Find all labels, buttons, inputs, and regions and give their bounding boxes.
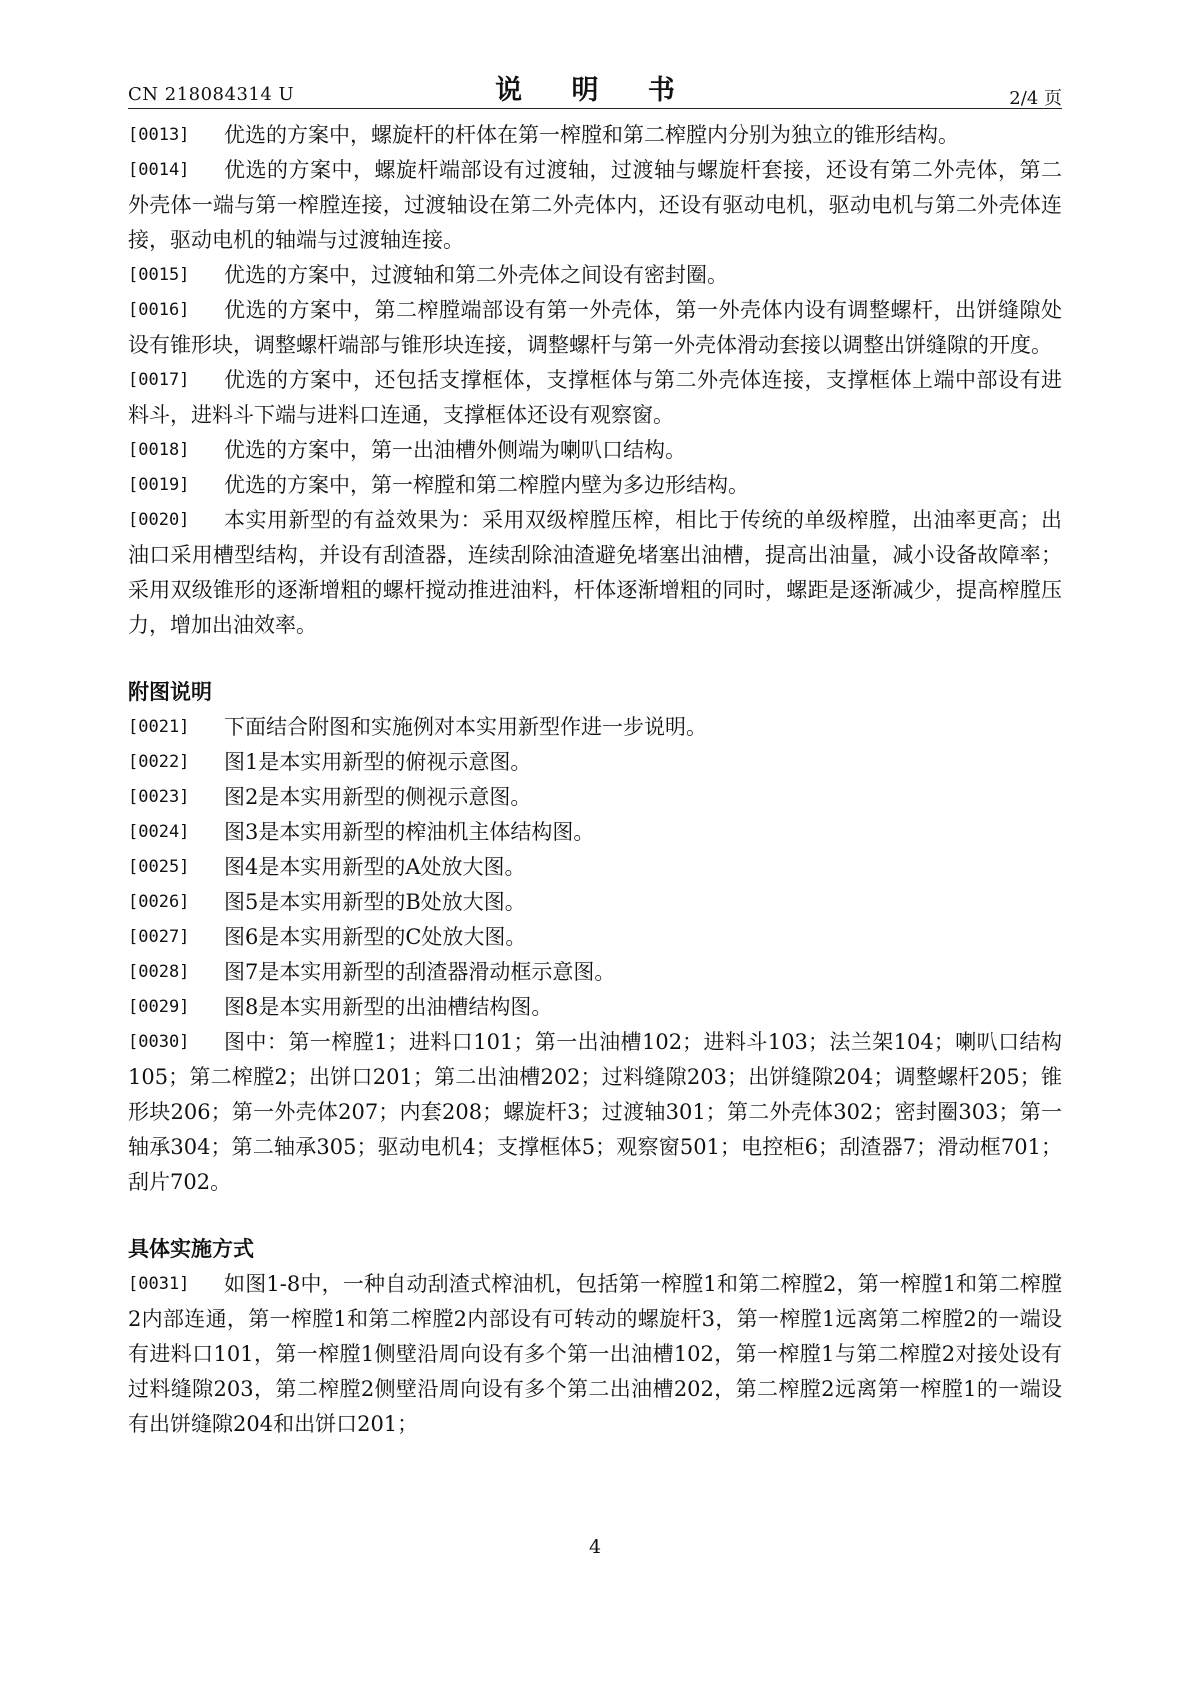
paragraph — [128, 468, 1062, 503]
paragraph-number: [0025] — [128, 857, 190, 877]
page-indicator: 2/4 页 — [1009, 88, 1062, 109]
section-heading-embodiment: 具体实施方式 — [128, 1237, 254, 1261]
paragraph-number: [0022] — [128, 752, 190, 772]
paragraph — [128, 990, 1062, 1025]
paragraph-number: [0026] — [128, 892, 190, 912]
paragraph — [128, 1025, 1062, 1200]
paragraph — [128, 745, 1062, 780]
paragraph-number: [0021] — [128, 717, 190, 737]
paragraph-text: 图中：第一榨膛1；进料口101；第一出油槽102；进料斗103；法兰架104；喇叭口结构105；第二榨膛2；出饼口201；第二出油槽202；过料缝隙203；出饼缝隙204；调整螺杆205；锥形块206；第一外壳体207；内套208；螺旋杆3；过渡轴301；第二外壳体302；密封圈303；第一轴承304；第二轴承305；驱动电机4；支撑框体5；观察窗501；电控柜6；刮渣器7；滑动框701；刮片702。 — [128, 1030, 1062, 1194]
paragraph — [128, 710, 1062, 745]
paragraph-number: [0018] — [128, 440, 190, 460]
paragraph-text: 图2是本实用新型的侧视示意图。 — [224, 785, 532, 809]
document-title: 说 明 书 — [495, 75, 695, 106]
paragraph-number: [0016] — [128, 300, 190, 320]
paragraph-text: 图1是本实用新型的俯视示意图。 — [224, 750, 532, 774]
page-number: 4 — [588, 1536, 602, 1558]
paragraph-number: [0014] — [128, 160, 190, 180]
paragraph-text: 图5是本实用新型的B处放大图。 — [224, 890, 526, 914]
paragraph-number: [0031] — [128, 1274, 190, 1294]
paragraph-number: [0030] — [128, 1032, 190, 1052]
paragraph-number: [0027] — [128, 927, 190, 947]
paragraph — [128, 780, 1062, 815]
section-heading-drawings: 附图说明 — [128, 680, 212, 704]
paragraph — [128, 293, 1062, 363]
document-body — [128, 118, 1062, 1442]
paragraph-text: 图8是本实用新型的出油槽结构图。 — [224, 995, 553, 1019]
paragraph — [128, 1267, 1062, 1442]
paragraph-number: [0017] — [128, 370, 190, 390]
paragraph-group-c — [128, 1267, 1062, 1442]
paragraph-text: 图6是本实用新型的C处放大图。 — [224, 925, 527, 949]
paragraph-text: 优选的方案中，还包括支撑框体，支撑框体与第二外壳体连接，支撑框体上端中部设有进料斗，进料斗下端与进料口连通，支撑框体还设有观察窗。 — [128, 368, 1062, 427]
paragraph-text: 优选的方案中，第二榨膛端部设有第一外壳体，第一外壳体内设有调整螺杆，出饼缝隙处设有锥形块，调整螺杆端部与锥形块连接，调整螺杆与第一外壳体滑动套接以调整出饼缝隙的开度。 — [128, 298, 1062, 357]
paragraph — [128, 850, 1062, 885]
paragraph-text: 优选的方案中，螺旋杆的杆体在第一榨膛和第二榨膛内分别为独立的锥形结构。 — [224, 123, 959, 147]
paragraph-group-a — [128, 118, 1062, 643]
paragraph-number: [0013] — [128, 125, 190, 145]
paragraph-text: 图4是本实用新型的A处放大图。 — [224, 855, 526, 879]
paragraph-number: [0028] — [128, 962, 190, 982]
paragraph-text: 下面结合附图和实施例对本实用新型作进一步说明。 — [224, 715, 707, 739]
paragraph — [128, 815, 1062, 850]
paragraph-number: [0029] — [128, 997, 190, 1017]
paragraph — [128, 153, 1062, 258]
paragraph-number: [0019] — [128, 475, 190, 495]
paragraph-number: [0024] — [128, 822, 190, 842]
paragraph-text: 优选的方案中，过渡轴和第二外壳体之间设有密封圈。 — [224, 263, 728, 287]
paragraph — [128, 920, 1062, 955]
paragraph-number: [0020] — [128, 510, 190, 530]
paragraph — [128, 503, 1062, 643]
paragraph-text: 优选的方案中，第一出油槽外侧端为喇叭口结构。 — [224, 438, 686, 462]
paragraph-text: 图7是本实用新型的刮渣器滑动框示意图。 — [224, 960, 616, 984]
paragraph-text: 优选的方案中，螺旋杆端部设有过渡轴，过渡轴与螺旋杆套接，还设有第二外壳体，第二外壳体一端与第一榨膛连接，过渡轴设在第二外壳体内，还设有驱动电机，驱动电机与第二外壳体连接，驱动电机的轴端与过渡轴连接。 — [128, 158, 1062, 252]
paragraph — [128, 118, 1062, 153]
paragraph-text: 图3是本实用新型的榨油机主体结构图。 — [224, 820, 595, 844]
paragraph-text: 优选的方案中，第一榨膛和第二榨膛内壁为多边形结构。 — [224, 473, 749, 497]
paragraph-text: 本实用新型的有益效果为：采用双级榨膛压榨，相比于传统的单级榨膛，出油率更高；出油口采用槽型结构，并设有刮渣器，连续刮除油渣避免堵塞出油槽，提高出油量，减小设备故障率；采用双级锥形的逐渐增粗的螺杆搅动推进油料，杆体逐渐增粗的同时，螺距是逐渐减少，提高榨膛压力，增加出油效率。 — [128, 508, 1062, 637]
patent-number: CN 218084314 U — [128, 84, 295, 105]
paragraph — [128, 433, 1062, 468]
paragraph — [128, 955, 1062, 990]
paragraph-number: [0015] — [128, 265, 190, 285]
paragraph — [128, 885, 1062, 920]
paragraph-group-b — [128, 710, 1062, 1200]
paragraph-text: 如图1-8中，一种自动刮渣式榨油机，包括第一榨膛1和第二榨膛2，第一榨膛1和第二榨膛2内部连通，第一榨膛1和第二榨膛2内部设有可转动的螺旋杆3，第一榨膛1远离第二榨膛2的一端设有进料口101，第一榨膛1侧壁沿周向设有多个第一出油槽102，第一榨膛1与第二榨膛2对接处设有过料缝隙203，第二榨膛2侧壁沿周向设有多个第二出油槽202，第二榨膛2远离第一榨膛1的一端设有出饼缝隙204和出饼口201； — [128, 1272, 1062, 1436]
paragraph — [128, 363, 1062, 433]
paragraph — [128, 258, 1062, 293]
page-header — [128, 62, 1062, 109]
paragraph-number: [0023] — [128, 787, 190, 807]
